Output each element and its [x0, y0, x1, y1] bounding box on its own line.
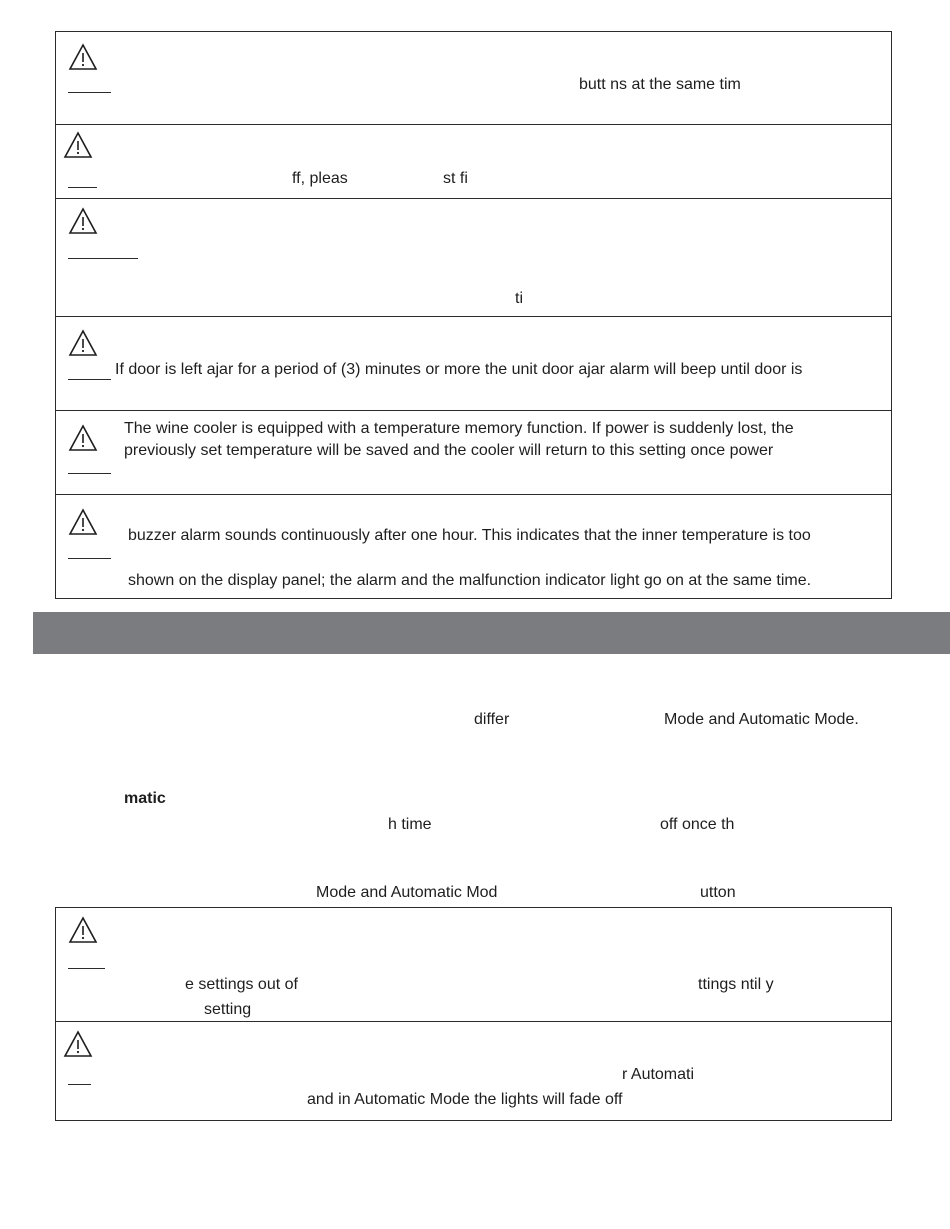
warning-triangle-icon	[68, 916, 98, 944]
warning-text: e settings out of	[185, 976, 298, 993]
warning-text: The wine cooler is equipped with a temperature memory function. If power is suddenly lost, the	[124, 420, 794, 437]
underline-rule	[68, 558, 111, 559]
warning-text: st fi	[443, 170, 468, 187]
warning-text: r Automati	[622, 1066, 695, 1083]
underline-rule	[68, 187, 97, 188]
underline-rule	[68, 1084, 91, 1085]
underline-rule	[68, 968, 105, 969]
warning-triangle-icon	[63, 131, 93, 159]
body-text: h time	[388, 816, 432, 833]
underline-rule	[68, 258, 138, 259]
section-header-band	[33, 612, 950, 654]
warning-box-6	[55, 494, 892, 599]
section-subheading: matic	[124, 790, 166, 807]
warning-text: ti	[515, 290, 523, 307]
warning-triangle-icon	[68, 329, 98, 357]
warning-text: If door is left ajar for a period of (3) minutes or more the unit door ajar alarm will beep until door is	[115, 361, 803, 378]
body-text: Mode and Automatic Mod	[316, 884, 498, 901]
warning-triangle-icon	[68, 207, 98, 235]
warning-triangle-icon	[68, 424, 98, 452]
warning-triangle-icon	[68, 508, 98, 536]
warning-box-1	[55, 31, 892, 125]
warning-box-5	[55, 410, 892, 495]
warning-box-3	[55, 198, 892, 317]
warning-triangle-icon	[68, 43, 98, 71]
warning-box-7	[55, 907, 892, 1022]
warning-box-4	[55, 316, 892, 411]
body-text: differ	[474, 711, 510, 728]
warning-text: shown on the display panel; the alarm and the malfunction indicator light go on at the same time.	[128, 572, 812, 589]
underline-rule	[68, 379, 111, 380]
warning-text: ttings ntil y	[698, 976, 774, 993]
warning-text: setting	[204, 1001, 252, 1018]
body-text: Mode and Automatic Mode.	[664, 711, 859, 728]
warning-text: buzzer alarm sounds continuously after one hour. This indicates that the inner temperature is too	[128, 527, 811, 544]
warning-text: butt ns at the same tim	[579, 76, 741, 93]
underline-rule	[68, 92, 111, 93]
body-text: off once th	[660, 816, 735, 833]
warning-text: ff, pleas	[292, 170, 348, 187]
body-text: utton	[700, 884, 736, 901]
warning-box-8	[55, 1021, 892, 1121]
underline-rule	[68, 473, 111, 474]
warning-box-2	[55, 124, 892, 199]
warning-text: and in Automatic Mode the lights will fade off	[307, 1091, 623, 1108]
warning-text: previously set temperature will be saved and the cooler will return to this setting once power	[124, 442, 774, 459]
warning-triangle-icon	[63, 1030, 93, 1058]
